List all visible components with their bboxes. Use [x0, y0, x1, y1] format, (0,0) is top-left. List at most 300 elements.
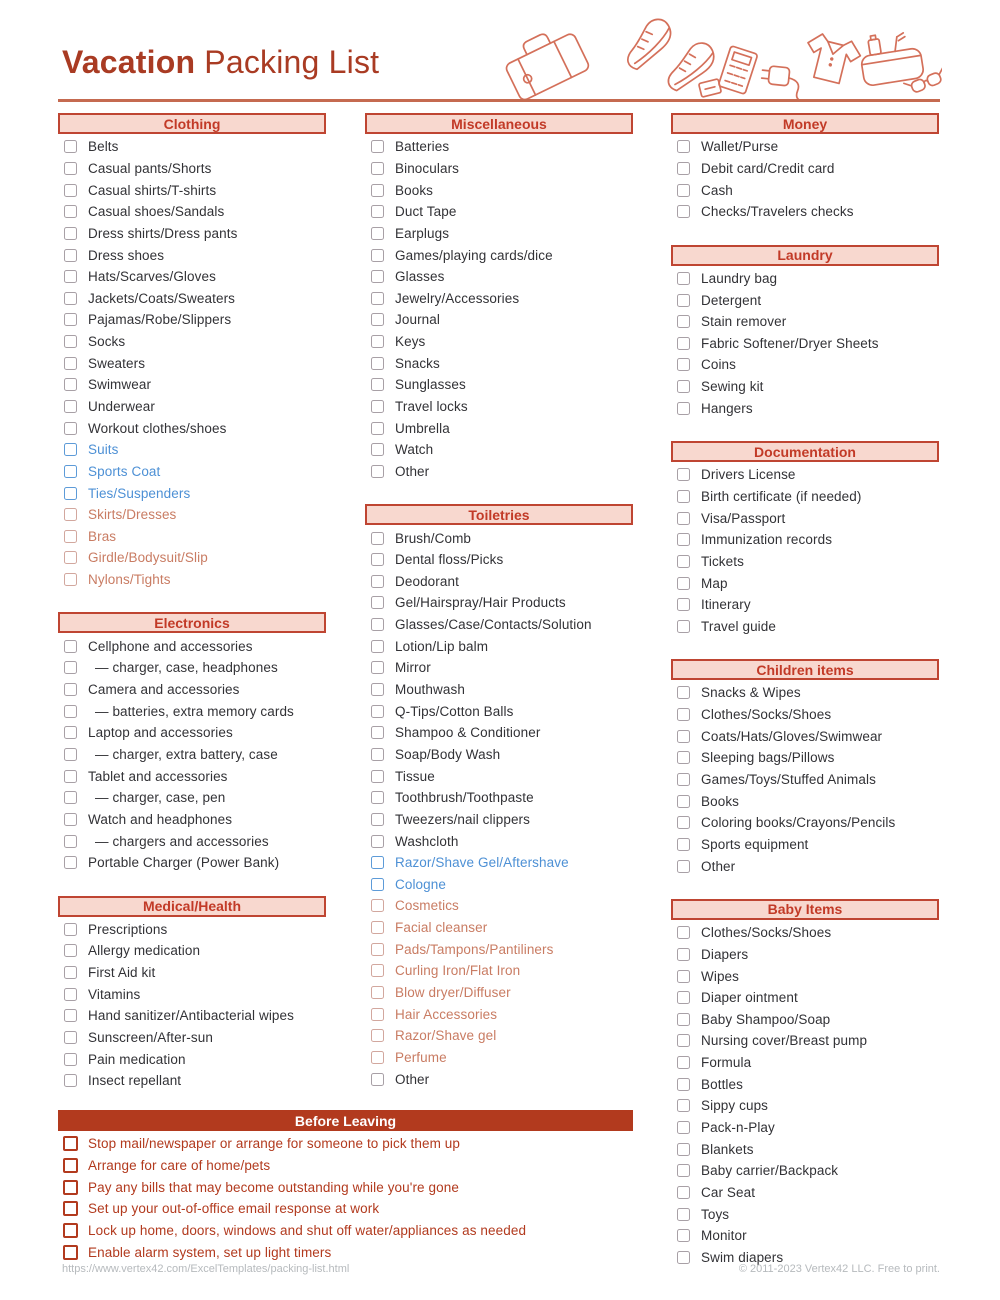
- checkbox[interactable]: [677, 402, 690, 415]
- checkbox[interactable]: [371, 618, 384, 631]
- checklist-item-label: Hair Accessories: [395, 1006, 498, 1022]
- checkbox[interactable]: [371, 249, 384, 262]
- checklist-item-label: Prescriptions: [88, 921, 168, 937]
- checkbox[interactable]: [64, 140, 77, 153]
- checklist-item-label: Car Seat: [701, 1184, 756, 1200]
- checkbox[interactable]: [64, 748, 77, 761]
- checkbox[interactable]: [371, 791, 384, 804]
- checklist-item-label: Laptop and accessories: [88, 725, 233, 741]
- checkbox[interactable]: [63, 1158, 78, 1173]
- checklist-item-label: Pain medication: [88, 1051, 186, 1067]
- checklist-item-label: Baby Shampoo/Soap: [701, 1011, 831, 1027]
- checklist-item: [671, 289, 939, 311]
- checkbox[interactable]: [64, 661, 77, 674]
- checklist-item-label: Snacks & Wipes: [701, 685, 801, 701]
- checklist-item-label: Coloring books/Crayons/Pencils: [701, 815, 896, 831]
- checkbox[interactable]: [371, 640, 384, 653]
- checkbox[interactable]: [371, 943, 384, 956]
- checklist-item-label: Games/Toys/Stuffed Animals: [701, 772, 876, 788]
- checklist-item-label: Blankets: [701, 1141, 754, 1157]
- checkbox[interactable]: [64, 357, 77, 370]
- checkbox[interactable]: [677, 315, 690, 328]
- checklist-item-label: Other: [395, 1071, 430, 1087]
- checkbox[interactable]: [677, 577, 690, 590]
- checklist-item: [365, 352, 633, 374]
- section-documentation: [671, 441, 939, 637]
- checklist-item: [58, 461, 326, 483]
- checkbox[interactable]: [64, 856, 77, 869]
- checklist-item: [58, 722, 326, 744]
- checklist-item: [671, 354, 939, 376]
- checklist-item-label: Lotion/Lip balm: [395, 638, 489, 654]
- checklist-item-label: Watch and headphones: [88, 811, 233, 827]
- checklist-item: [365, 592, 633, 614]
- checklist-item: [671, 987, 939, 1009]
- checklist-item: [58, 439, 326, 461]
- checklist-item: [58, 1198, 633, 1220]
- checklist-item: [671, 572, 939, 594]
- checklist-item: [671, 1095, 939, 1117]
- checkbox[interactable]: [371, 813, 384, 826]
- checkbox[interactable]: [371, 140, 384, 153]
- checkbox[interactable]: [371, 748, 384, 761]
- checkbox[interactable]: [371, 899, 384, 912]
- checklist-item-label: Toothbrush/Toothpaste: [395, 790, 534, 806]
- checklist-item: [365, 201, 633, 223]
- section-electronics: [58, 612, 326, 873]
- checklist-item-label: Monitor: [701, 1228, 747, 1244]
- checkbox[interactable]: [677, 730, 690, 743]
- checklist-item-label: Other: [395, 463, 430, 479]
- checkbox[interactable]: [371, 1073, 384, 1086]
- checklist-item: [365, 1068, 633, 1090]
- checkbox[interactable]: [64, 378, 77, 391]
- checklist-item: [671, 1073, 939, 1095]
- checkbox[interactable]: [371, 313, 384, 326]
- checkbox[interactable]: [64, 988, 77, 1001]
- checkbox[interactable]: [677, 358, 690, 371]
- checkbox[interactable]: [677, 272, 690, 285]
- calculator-icon: [718, 46, 758, 95]
- checkbox[interactable]: [371, 878, 384, 891]
- checkbox[interactable]: [371, 964, 384, 977]
- checklist-item: [365, 830, 633, 852]
- checkbox[interactable]: [677, 380, 690, 393]
- checklist-item-label: Enable alarm system, set up light timers: [88, 1244, 332, 1260]
- checkbox[interactable]: [64, 530, 77, 543]
- checkbox[interactable]: [64, 227, 77, 240]
- checklist-item-label: Baby carrier/Backpack: [701, 1163, 839, 1179]
- checkbox[interactable]: [371, 683, 384, 696]
- checkbox[interactable]: [677, 1078, 690, 1091]
- checkbox[interactable]: [64, 1009, 77, 1022]
- checklist-item-label: Allergy medication: [88, 943, 201, 959]
- section-money: [671, 113, 939, 223]
- checklist-item: [58, 396, 326, 418]
- checklist-item: [671, 769, 939, 791]
- checkbox[interactable]: [677, 184, 690, 197]
- checkbox[interactable]: [64, 923, 77, 936]
- checkbox[interactable]: [677, 1208, 690, 1221]
- checklist-item: [58, 983, 326, 1005]
- checklist-item-label: Dress shoes: [88, 247, 165, 263]
- checkbox[interactable]: [371, 770, 384, 783]
- checklist-item: [58, 331, 326, 353]
- checkbox[interactable]: [63, 1180, 78, 1195]
- checklist-item-label: Gel/Hairspray/Hair Products: [395, 595, 566, 611]
- luggage-tag-icon: [699, 79, 722, 97]
- checkbox[interactable]: [371, 443, 384, 456]
- checkbox[interactable]: [64, 1074, 77, 1087]
- checkbox[interactable]: [677, 1143, 690, 1156]
- checklist-item: [365, 917, 633, 939]
- checklist-item: [58, 852, 326, 874]
- checklist-item: [671, 790, 939, 812]
- checklist-item-label: Tickets: [701, 553, 744, 569]
- checkbox[interactable]: [677, 294, 690, 307]
- checkbox[interactable]: [64, 400, 77, 413]
- checkbox[interactable]: [677, 948, 690, 961]
- checkbox[interactable]: [371, 575, 384, 588]
- checkbox[interactable]: [371, 1051, 384, 1064]
- checklist-item: [671, 1160, 939, 1182]
- checkbox[interactable]: [677, 468, 690, 481]
- checkbox[interactable]: [371, 726, 384, 739]
- checkbox[interactable]: [64, 270, 77, 283]
- checklist-item-label: Coins: [701, 357, 737, 373]
- checkbox[interactable]: [371, 422, 384, 435]
- checklist-item: [365, 417, 633, 439]
- checklist-item-label: Journal: [395, 312, 440, 328]
- checkbox[interactable]: [371, 553, 384, 566]
- checkbox[interactable]: [64, 813, 77, 826]
- checkbox[interactable]: [64, 726, 77, 739]
- checkbox[interactable]: [64, 551, 77, 564]
- checklist-item: [58, 1005, 326, 1027]
- checkbox[interactable]: [677, 620, 690, 633]
- checklist-item: [58, 809, 326, 831]
- checkbox[interactable]: [371, 378, 384, 391]
- checklist-item: [671, 397, 939, 419]
- checkbox[interactable]: [677, 970, 690, 983]
- checklist-item-label: Mouthwash: [395, 682, 465, 698]
- checkbox[interactable]: [371, 162, 384, 175]
- checklist-item: [58, 635, 326, 657]
- checkbox[interactable]: [677, 816, 690, 829]
- checklist-item: [365, 614, 633, 636]
- column-right: [671, 113, 939, 1268]
- checklist-item: [365, 571, 633, 593]
- checklist-item: [58, 201, 326, 223]
- checkbox[interactable]: [64, 162, 77, 175]
- checklist-item: [365, 852, 633, 874]
- checkbox[interactable]: [64, 249, 77, 262]
- checklist-item-label: Itinerary: [701, 597, 751, 613]
- checklist-item-label: Casual pants/Shorts: [88, 160, 212, 176]
- checklist-item-label: Tweezers/nail clippers: [395, 811, 531, 827]
- page-title: [62, 44, 379, 81]
- section-toiletries: [365, 504, 633, 1090]
- checklist-item-label: Bras: [88, 528, 117, 544]
- section-header-money: Money: [671, 113, 939, 134]
- checkbox[interactable]: [64, 184, 77, 197]
- checklist-item-label: Vitamins: [88, 986, 141, 1002]
- checklist-item-label: Sweaters: [88, 355, 146, 371]
- toiletry-bag-icon: [858, 29, 925, 87]
- checkbox[interactable]: [677, 751, 690, 764]
- checklist-item-label: Watch: [395, 442, 434, 458]
- checklist-item: [58, 1070, 326, 1092]
- checklist-item-label: Insect repellant: [88, 1073, 182, 1089]
- checklist-item-label: Travel guide: [701, 618, 776, 634]
- checkbox[interactable]: [63, 1223, 78, 1238]
- section-header-documentation: Documentation: [671, 441, 939, 462]
- checklist-item: [58, 1220, 633, 1242]
- checklist-item: [365, 179, 633, 201]
- checklist-item-label: Jewelry/Accessories: [395, 290, 520, 306]
- checklist-item-label: Birth certificate (if needed): [701, 489, 862, 504]
- section-header-laundry: Laundry: [671, 245, 939, 266]
- checklist-item: [671, 486, 939, 508]
- checkbox[interactable]: [64, 944, 77, 957]
- checklist-item-label: Sunscreen/After-sun: [88, 1030, 213, 1046]
- checklist-item-label: Other: [701, 858, 736, 874]
- checkbox[interactable]: [371, 335, 384, 348]
- checklist-item-label: Drivers License: [701, 467, 796, 483]
- checklist-item: [671, 594, 939, 616]
- checkbox[interactable]: [64, 640, 77, 653]
- checklist-item: [671, 551, 939, 573]
- checkbox[interactable]: [371, 835, 384, 848]
- checklist-item: [365, 266, 633, 288]
- checkbox[interactable]: [677, 860, 690, 873]
- checklist-item-label: Sports equipment: [701, 836, 809, 852]
- checkbox[interactable]: [677, 1229, 690, 1242]
- checkbox[interactable]: [63, 1136, 78, 1151]
- checkbox[interactable]: [64, 292, 77, 305]
- section-header-before-leaving: Before Leaving: [58, 1110, 633, 1131]
- checklist-item-label: Hangers: [701, 400, 753, 416]
- checklist-item: [58, 700, 326, 722]
- footer-url-link[interactable]: https://www.vertex42.com/ExcelTemplates/packing-list.html: [62, 1263, 350, 1275]
- checkbox[interactable]: [677, 1056, 690, 1069]
- checkbox[interactable]: [371, 1008, 384, 1021]
- checkbox[interactable]: [64, 335, 77, 348]
- checkbox[interactable]: [64, 508, 77, 521]
- checkbox[interactable]: [677, 1164, 690, 1177]
- checklist-item-label: Casual shirts/T-shirts: [88, 182, 217, 198]
- checkbox[interactable]: [371, 184, 384, 197]
- checkbox[interactable]: [64, 1031, 77, 1044]
- checkbox[interactable]: [677, 1121, 690, 1134]
- checkbox[interactable]: [371, 292, 384, 305]
- checkbox[interactable]: [64, 966, 77, 979]
- checkbox[interactable]: [64, 791, 77, 804]
- checkbox[interactable]: [64, 705, 77, 718]
- checkbox[interactable]: [64, 313, 77, 326]
- checklist-item-label: Cash: [701, 182, 733, 198]
- checklist-item: [58, 679, 326, 701]
- checklist-item: [671, 944, 939, 966]
- checkbox[interactable]: [371, 986, 384, 999]
- checkbox[interactable]: [677, 337, 690, 350]
- checkbox[interactable]: [677, 512, 690, 525]
- checklist-item: [671, 1030, 939, 1052]
- checklist-item: [58, 1133, 633, 1155]
- checklist-item-label: Underwear: [88, 399, 155, 414]
- checklist-item-label: Shampoo & Conditioner: [395, 725, 541, 741]
- checklist-item-label: Belts: [88, 139, 119, 155]
- checklist-item: [58, 244, 326, 266]
- checklist-item-label: Toys: [701, 1206, 730, 1222]
- checklist-item: [58, 1176, 633, 1198]
- sneakers-icon: [617, 18, 720, 92]
- checkbox[interactable]: [64, 465, 77, 478]
- checklist-item-label: Sunglasses: [395, 377, 466, 393]
- checklist-item: [58, 417, 326, 439]
- checkbox[interactable]: [371, 856, 384, 869]
- checkbox[interactable]: [371, 532, 384, 545]
- checklist-item: [365, 722, 633, 744]
- checklist-item-label: Portable Charger (Power Bank): [88, 855, 280, 871]
- checklist-item-label: Map: [701, 575, 728, 591]
- checklist-item-label: Camera and accessories: [88, 682, 240, 698]
- checklist-item: [365, 787, 633, 809]
- checklist-item: [671, 922, 939, 944]
- checkbox[interactable]: [64, 443, 77, 456]
- checkbox[interactable]: [677, 1186, 690, 1199]
- checkbox[interactable]: [677, 598, 690, 611]
- checkbox[interactable]: [371, 400, 384, 413]
- checkbox[interactable]: [64, 573, 77, 586]
- checklist-item: [365, 244, 633, 266]
- checkbox[interactable]: [677, 533, 690, 546]
- checkbox[interactable]: [64, 487, 77, 500]
- checkbox[interactable]: [371, 465, 384, 478]
- checklist-item: [671, 855, 939, 877]
- checklist-item: [58, 657, 326, 679]
- checklist-item-label: Wipes: [701, 968, 740, 984]
- checklist-item: [365, 374, 633, 396]
- checkbox[interactable]: [64, 683, 77, 696]
- checklist-item-label: Wallet/Purse: [701, 139, 779, 155]
- checklist-item-label: Girdle/Bodysuit/Slip: [88, 550, 208, 566]
- checklist-item-label: Perfume: [395, 1049, 447, 1065]
- checklist-item: [671, 1225, 939, 1247]
- checkbox[interactable]: [371, 357, 384, 370]
- checklist-item-label: Tablet and accessories: [88, 768, 228, 784]
- checklist-item-label: — batteries, extra memory cards: [95, 703, 294, 719]
- checklist-item-label: Sewing kit: [701, 379, 764, 395]
- checklist-item-label: Binoculars: [395, 160, 460, 176]
- checkbox[interactable]: [371, 227, 384, 240]
- section-baby-items: [671, 899, 939, 1268]
- checkbox[interactable]: [677, 1099, 690, 1112]
- checklist-item: [365, 657, 633, 679]
- checklist-item: [671, 1052, 939, 1074]
- checkbox[interactable]: [64, 205, 77, 218]
- checklist-item-label: — chargers and accessories: [95, 833, 269, 849]
- column-left: [58, 113, 326, 1092]
- checklist-item: [58, 1241, 633, 1263]
- checkbox[interactable]: [677, 926, 690, 939]
- checkbox[interactable]: [677, 991, 690, 1004]
- checklist-item: [671, 1009, 939, 1031]
- checkbox[interactable]: [64, 1053, 77, 1066]
- checklist-item: [671, 704, 939, 726]
- footer-copyright: © 2011-2023 Vertex42 LLC. Free to print.: [738, 1263, 940, 1275]
- checklist-item-label: First Aid kit: [88, 965, 156, 981]
- checkbox[interactable]: [64, 422, 77, 435]
- checkbox[interactable]: [371, 921, 384, 934]
- checkbox[interactable]: [677, 205, 690, 218]
- checklist-item-label: Glasses: [395, 269, 445, 285]
- checkbox[interactable]: [677, 838, 690, 851]
- section-medical-health: [58, 896, 326, 1092]
- checkbox[interactable]: [64, 835, 77, 848]
- checklist-item: [671, 812, 939, 834]
- checklist-item: [58, 223, 326, 245]
- checklist-item-label: Coats/Hats/Gloves/Swimwear: [701, 728, 883, 744]
- checkbox[interactable]: [63, 1201, 78, 1216]
- checklist-item: [671, 965, 939, 987]
- checklist-item-label: Fabric Softener/Dryer Sheets: [701, 335, 879, 351]
- checklist-item: [365, 549, 633, 571]
- checklist-item: [365, 960, 633, 982]
- checklist-item-label: Sleeping bags/Pillows: [701, 750, 835, 766]
- checkbox[interactable]: [677, 795, 690, 808]
- checkbox[interactable]: [371, 596, 384, 609]
- checkbox[interactable]: [371, 1029, 384, 1042]
- checklist-item: [365, 136, 633, 158]
- checklist-item-label: Books: [701, 793, 740, 809]
- checklist-item-label: Sports Coat: [88, 463, 161, 479]
- checklist-item-label: Clothes/Socks/Shoes: [701, 707, 832, 723]
- checklist-item-label: Mirror: [395, 660, 431, 676]
- checkbox[interactable]: [677, 490, 690, 503]
- checkbox[interactable]: [371, 205, 384, 218]
- checkbox[interactable]: [677, 162, 690, 175]
- checklist-item: [58, 569, 326, 591]
- checklist-item: [365, 331, 633, 353]
- checkbox[interactable]: [371, 270, 384, 283]
- checklist-item-label: Brush/Comb: [395, 530, 472, 546]
- checklist-item-label: Tissue: [395, 768, 435, 784]
- checkbox[interactable]: [64, 770, 77, 783]
- checkbox[interactable]: [63, 1245, 78, 1260]
- checkbox[interactable]: [677, 1251, 690, 1264]
- checkbox[interactable]: [371, 661, 384, 674]
- checkbox[interactable]: [677, 686, 690, 699]
- checkbox[interactable]: [371, 705, 384, 718]
- checklist-item-label: Hats/Scarves/Gloves: [88, 269, 216, 285]
- checkbox[interactable]: [677, 1034, 690, 1047]
- section-header-electronics: Electronics: [58, 612, 326, 633]
- checklist-item: [365, 895, 633, 917]
- checkbox[interactable]: [677, 555, 690, 568]
- checkbox[interactable]: [677, 773, 690, 786]
- checklist-item: [671, 201, 939, 223]
- checkbox[interactable]: [677, 708, 690, 721]
- checklist-item: [365, 744, 633, 766]
- checkbox[interactable]: [677, 140, 690, 153]
- checklist-item: [671, 464, 939, 486]
- section-laundry: [671, 245, 939, 419]
- checklist-item: [365, 1025, 633, 1047]
- checkbox[interactable]: [677, 1013, 690, 1026]
- checklist-item-label: Jackets/Coats/Sweaters: [88, 290, 236, 306]
- checklist-item: [671, 1203, 939, 1225]
